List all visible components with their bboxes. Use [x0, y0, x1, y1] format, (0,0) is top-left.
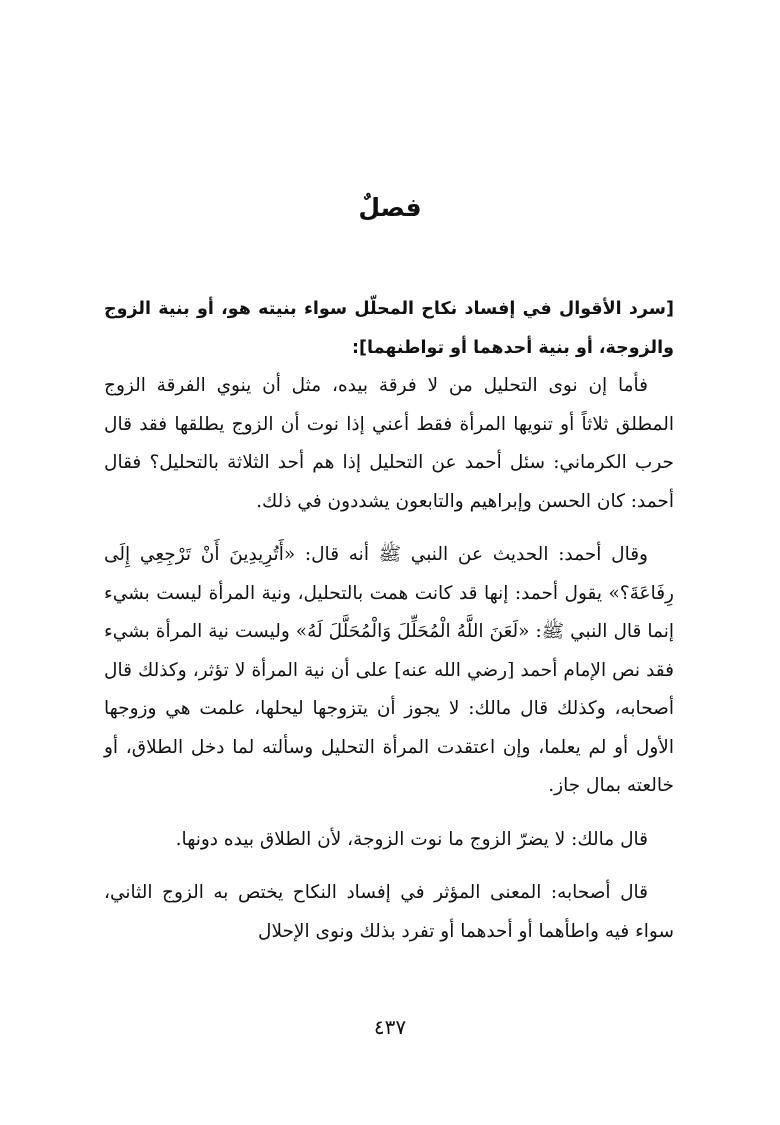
section-heading: [سرد الأقوال في إفساد نكاح المحلّل سواء بنيته هو، أو بنية الزوج والزوجة، أو بنية أحدهما أو تواطنهما]: — [104, 299, 674, 358]
page-body — [104, 290, 674, 966]
paragraph-4: قال أصحابه: المعنى المؤثر في إفساد النكاح يختص به الزوج الثاني، سواء فيه واطأهما أو أحدهما أو تفرد بذلك ونوى الإحلال — [104, 882, 674, 942]
paragraph-2: وقال أحمد: الحديث عن النبي ﷺ أنه قال: «أَتُرِيدِينَ أَنْ تَرْجِعِي إِلَى رِفَاعَةَ؟» يقول أحمد: إنها قد كانت همت بالتحليل، ونية المرأة ليست بشيء إنما قال النبي ﷺ: «لَعَنَ اللَّهُ الْمُحَلِّلَ وَالْمُحَلَّلَ لَهُ» وليست نية المرأة بشيء فقد نص الإمام أحمد [رضي الله عنه] على أن نية المرأة لا تؤثر، وكذلك قال أصحابه، وكذلك قال مالك: لا يجوز أن يتزوجها ليحلها، علمت هي وزوجها الأول أو لم يعلما، وإن اعتقدت المرأة التحليل وسألته لما دخل الطلاق، أو خالعته بمال جاز. — [104, 544, 674, 796]
paragraph-1: فأما إن نوى التحليل من لا فرقة بيده، مثل أن ينوي الفرقة الزوج المطلق ثلاثاً أو تنويها المرأة فقط أعني إذا نوت أن الزوج يطلقها فقد قال حرب الكرماني: سئل أحمد عن التحليل إذا هم أحد الثلاثة بالتحليل؟ فقال أحمد: كان الحسن وإبراهيم والتابعون يشددون في ذلك. — [104, 375, 674, 512]
chapter-title: فصلٌ — [358, 193, 422, 222]
paragraph-3: قال مالك: لا يضرّ الزوج ما نوت الزوجة، لأن الطلاق بيده دونها. — [175, 828, 648, 850]
page-number: ٤٣٧ — [373, 1015, 407, 1039]
